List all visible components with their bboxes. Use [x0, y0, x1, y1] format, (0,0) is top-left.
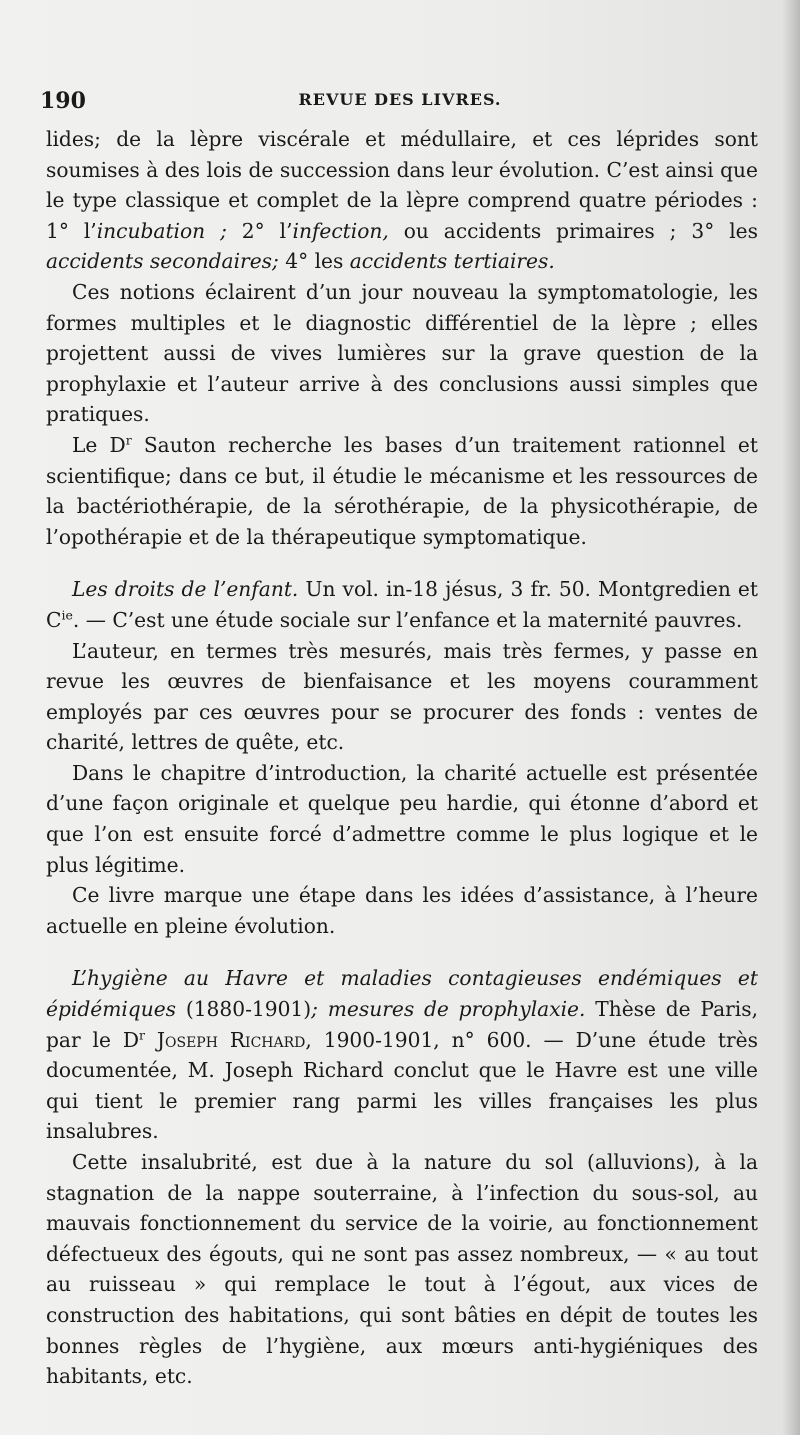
- paragraph-1: [46, 124, 758, 277]
- running-title: REVUE DES LIVRES.: [298, 90, 502, 109]
- text-run: 4° les: [278, 249, 350, 274]
- paragraph-5: L’auteur, en termes très mesurés, mais très fermes, y passe en revue les œuvres de bienfaisance et les moyens couramment employés par ces œuvres pour se procurer des fonds : ventes de charité, lettres de quête, etc.: [46, 638, 758, 755]
- book-title: Les droits de l’enfant.: [72, 577, 299, 602]
- book-subtitle: ; mesures de prophylaxie.: [311, 997, 586, 1022]
- text-run: Thèse de Paris, par le D: [46, 997, 759, 1052]
- page-shadow: [782, 0, 800, 1435]
- text-run: Sauton recherche les bases d’un traitement rationnel et scientifique; dans ce but, il étudie le mécanisme et les ressources de la bactériothérapie, de la sérothérapie, de la physicothérapie, de l’opothérapie et de la thérapeutique symptomatique.: [46, 432, 758, 549]
- author-name: Joseph Richard: [145, 1027, 306, 1052]
- text-run: 2° l’: [226, 218, 293, 243]
- italic-run: infection,: [292, 218, 389, 243]
- text-run: Un vol. in-18 jésus, 3 fr. 50. Montgredien et C: [46, 577, 758, 632]
- italic-run: incubation ;: [96, 218, 227, 243]
- superscript: r: [125, 432, 132, 448]
- paragraph-9: Cette insalubrité, est due à la nature du sol (alluvions), à la stagnation de la nappe souterraine, à l’infection du sous-sol, au mauvais fonctionnement du service de la voirie, au fonctionnement défectueux des égouts, qui ne sont pas assez nombreux, — « au tout au ruisseau » qui remplace le tout à l’égout, aux vices de construction des habitations, qui sont bâties en dépit de toutes les bonnes règles de l’hygiène, aux mœurs anti-hygiéniques des habitants, etc.: [46, 1150, 758, 1389]
- paragraph-2: Ces notions éclairent d’un jour nouveau la symptomatologie, les formes multiples et le diagnostic différentiel de la lèpre ; elles projettent aussi de vives lumières sur la grave question de la prophylaxie et l’auteur arrive à des conclusions aussi simples que pratiques.: [46, 279, 758, 427]
- paragraph-3: [46, 430, 758, 552]
- text-run: . — C’est une étude sociale sur l’enfance et la maternité pauvres.: [72, 607, 743, 632]
- body-text: [46, 124, 758, 1392]
- book-title: L’hygiène au Havre et maladies contagieuses endémiques et épidémiques: [46, 966, 758, 1022]
- paragraph-7: Ce livre marque une étape dans les idées d’assistance, à l’heure actuelle en pleine évolution.: [46, 883, 758, 938]
- page-number: 190: [40, 88, 86, 114]
- italic-run: accidents secondaires;: [46, 249, 279, 274]
- review-entry-droits-enfant: [46, 574, 758, 635]
- text-run: ou accidents primaires ; 3° les: [388, 218, 758, 243]
- text-run: , 1900-1901, n° 600. — D’une étude très documentée, M. Joseph Richard conclut que le Havre est une ville qui tient le premier rang parmi les villes françaises les plus insalubres.: [46, 1027, 758, 1144]
- page-header: [40, 88, 760, 118]
- text-run: (1880-1901): [176, 997, 312, 1022]
- text-run: Le D: [72, 432, 126, 457]
- text-run: lides; de la lèpre viscérale et médullaire, et ces léprides sont soumises à des lois de succession dans leur évolution. C’est ainsi que le type classique et complet de la lèpre comprend quatre périodes : 1° l’: [46, 127, 758, 243]
- paragraph-6: Dans le chapitre d’introduction, la charité actuelle est présentée d’une façon originale et quelque peu hardie, qui étonne d’abord et que l’on est ensuite forcé d’admettre comme le plus logique et le plus légitime.: [46, 760, 758, 877]
- superscript: ie: [61, 607, 73, 623]
- italic-run: accidents tertiaires.: [349, 249, 555, 274]
- review-entry-hygiene-havre: [46, 963, 758, 1147]
- superscript: r: [139, 1026, 146, 1042]
